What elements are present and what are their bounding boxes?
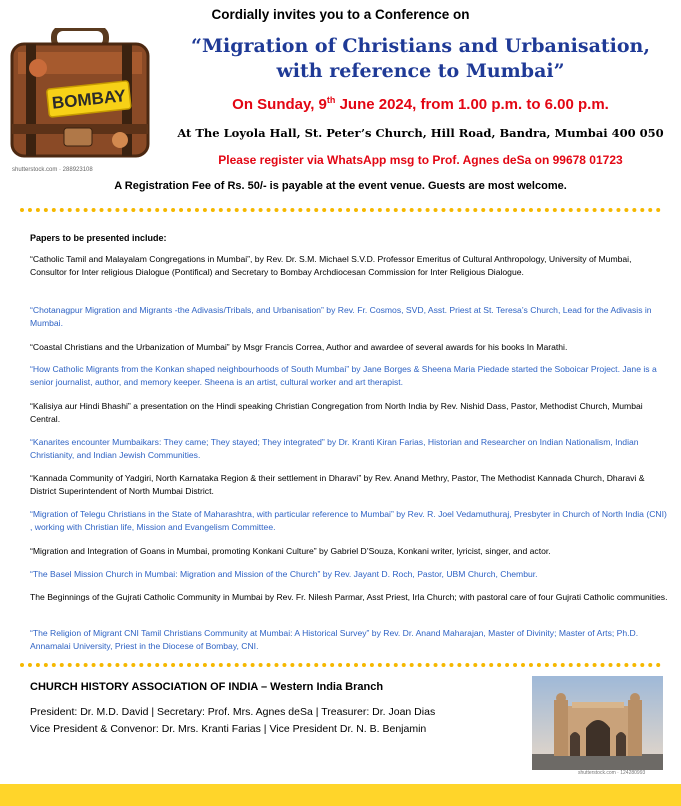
paper-item: “Kalisiya aur Hindi Bhashi” a presentation on the Hindi speaking Christian Congregation from North India by Rev. Nishid Dass, Pastor, Methodist Church, Mumbai Central.: [30, 401, 643, 424]
suitcase-image: [8, 28, 150, 166]
paper-item: “Chotanagpur Migration and Migrants -the Adivasis/Tribals, and Urbanisation” by Rev. Fr. Cosmos, SVD, Asst. Priest at St. Teresa’s Church, Lead for the Adivasis in Mumbai.: [30, 305, 652, 328]
title-line-1: “Migration of Christians and Urbanisation,: [191, 35, 650, 57]
paper-item: “Catholic Tamil and Malayalam Congregations in Mumbai”, by Rev. Dr. S.M. Michael S.V.D. Professor Emeritus of Cultural Anthropology, University of Mumbai, Consultor for Inter religious Dialogue (Pontifical) and Secretary to Bombay Archdiocesan Commission for Inter Religious Dialogue.: [30, 254, 632, 277]
footer-color-bar: [0, 784, 681, 806]
officers-line-2: Vice President & Convenor: Dr. Mrs. Kranti Farias | Vice President Dr. N. B. Benjamin: [30, 723, 427, 735]
conference-title: [160, 34, 681, 84]
officers-line-1: President: Dr. M.D. David | Secretary: Prof. Mrs. Agnes deSa | Treasurer: Dr. Joan Dias: [30, 706, 436, 718]
gateway-of-india-image: [532, 676, 663, 770]
date-suffix: June 2024, from 1.00 p.m. to 6.00 p.m.: [335, 96, 609, 113]
dotted-divider-bottom: [20, 663, 661, 667]
suitcase-label: BOMBAY: [51, 86, 127, 113]
fee-line: A Registration Fee of Rs. 50/- is payable at the event venue. Guests are most welcome.: [114, 180, 567, 192]
image-credit: shutterstock.com · 288923108: [12, 167, 93, 173]
paper-item: “Coastal Christians and the Urbanization of Mumbai” by Msgr Francis Correa, Author and awardee of several awards for his books In Marathi.: [30, 342, 568, 352]
venue-line: At The Loyola Hall, St. Peter’s Church, Hill Road, Bandra, Mumbai 400 050: [177, 126, 664, 140]
event-date: [160, 95, 681, 113]
photo-credit: shutterstock.com · 124280993: [578, 770, 646, 776]
paper-item: “The Basel Mission Church in Mumbai: Migration and Mission of the Church” by Rev. Jayant D. Roch, Pastor, UBM Church, Chembur.: [30, 569, 538, 579]
paper-item: “The Religion of Migrant CNI Tamil Christians Community at Mumbai: A Historical Survey” by Rev. Dr. Anand Maharajan, Master of Divinity; Master of Arts; Ph.D. Annamalai University, Priest in the Diocese of Bombay, CNI.: [30, 628, 639, 651]
organisation-name: CHURCH HISTORY ASSOCIATION OF INDIA – Western India Branch: [30, 681, 384, 693]
registration-line: Please register via WhatsApp msg to Prof. Agnes deSa on 99678 01723: [218, 153, 623, 167]
paper-item: The Beginnings of the Gujrati Catholic Community in Mumbai by Rev. Fr. Nilesh Parmar, Asst Priest, Irla Church; with pastoral care of four Gujrati Catholic communities.: [30, 592, 668, 602]
date-prefix: On Sunday, 9: [232, 96, 327, 113]
paper-item: “Kannada Community of Yadgiri, North Karnataka Region & their settlement in Dharavi” by Rev. Anand Methry, Pastor, The Methodist Kannada Church, Dharavi & District Superintendent of North Mumbai District.: [30, 473, 645, 496]
paper-item: “Kanarites encounter Mumbaikars: They came; They stayed; They integrated” by Dr. Kranti Kiran Farias, Historian and Researcher on Indian Nationalism, Indian Christianity, and Indian Jewish Communities.: [30, 437, 639, 460]
paper-item: “Migration of Telegu Christians in the State of Maharashtra, with particular reference to Mumbai” by Rev. R. Joel Vedamuthuraj, Presbyter in Church of North India (CNI) , working with Christian life, Mission and Evangelism Committee.: [30, 509, 667, 532]
paper-item: “Migration and Integration of Goans in Mumbai, promoting Konkani Culture” by Gabriel D’Souza, Konkani writer, lyricist, singer, and actor.: [30, 546, 551, 556]
dotted-divider-top: [20, 208, 661, 212]
title-line-2: with reference to Mumbai”: [276, 60, 565, 82]
paper-item: “How Catholic Migrants from the Konkan shaped neighbourhoods of South Mumbai” by Jane Borges & Sheena Maria Piedade started the Soboicar Project. Jane is a senior journalist, author, and memory keeper. Sheena is an artist, cultural worker and art therapist.: [30, 364, 657, 387]
papers-heading: Papers to be presented include:: [30, 233, 167, 243]
date-ordinal: th: [326, 95, 336, 105]
invite-line: Cordially invites you to a Conference on: [211, 7, 470, 22]
